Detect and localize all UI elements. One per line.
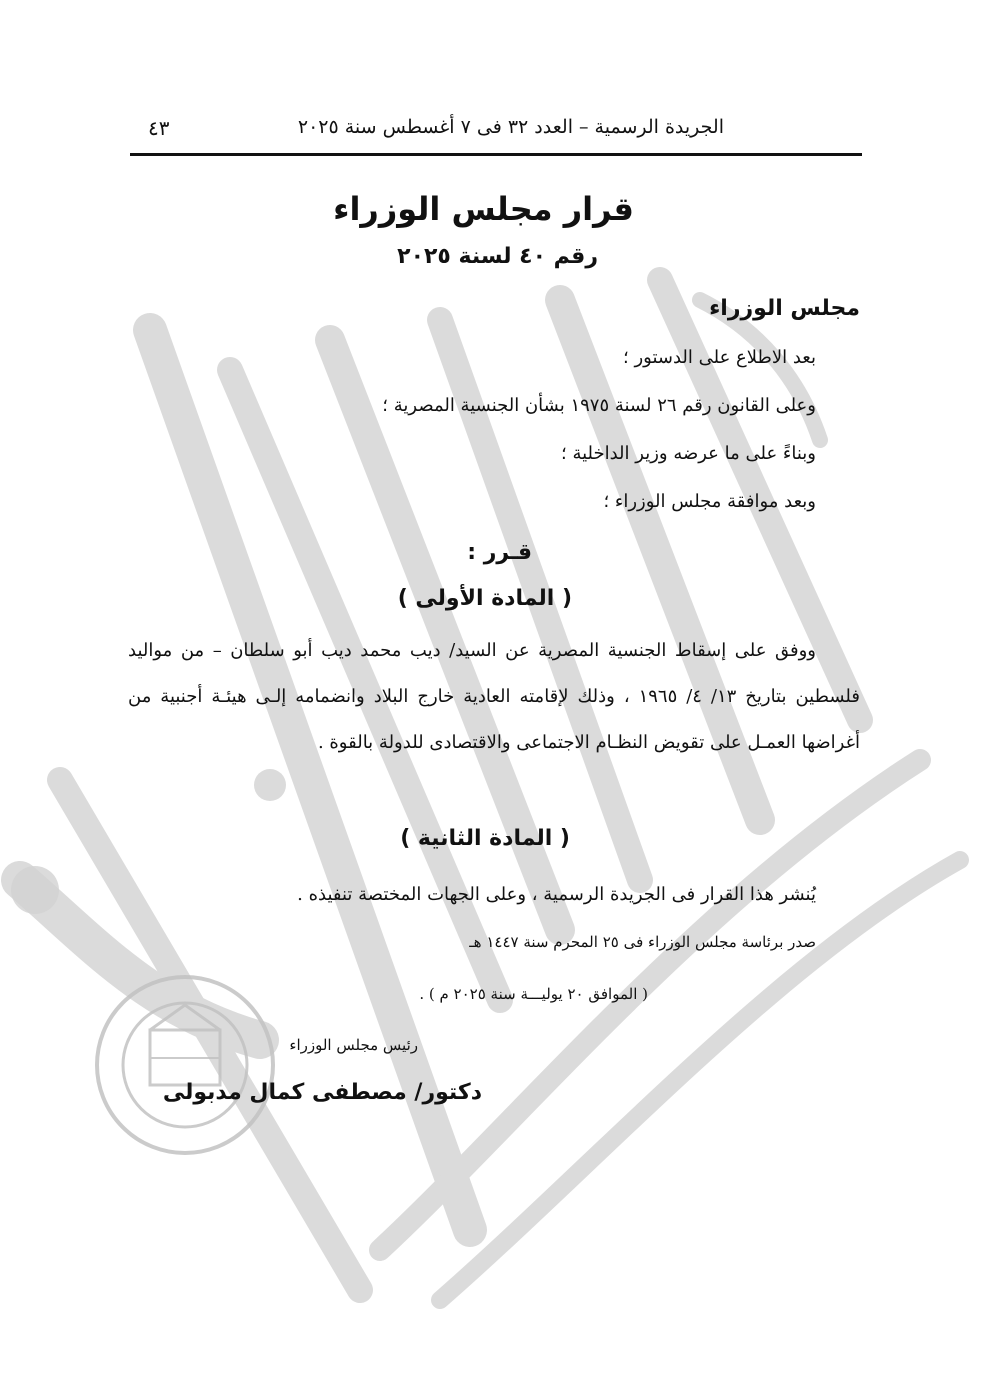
preamble-line: بعد الاطلاع على الدستور ؛ [623, 347, 816, 368]
signatory-role: رئيس مجلس الوزراء [289, 1036, 418, 1054]
issuing-authority: مجلس الوزراء [709, 296, 860, 321]
corresponding-date: ( الموافق ٢٠ يوليـــة سنة ٢٠٢٥ م ) . [419, 985, 648, 1003]
article-2-text: يُنشر هذا القرار فى الجريدة الرسمية ، وعلى الجهات المختصة تنفيذه . [297, 884, 816, 905]
issued-date: صدر برئاسة مجلس الوزراء فى ٢٥ المحرم سنة ١٤٤٧ هـ [469, 933, 816, 951]
decided-heading: قـرر : [467, 540, 532, 565]
decree-title: قرار مجلس الوزراء [333, 190, 634, 228]
preamble-line: وعلى القانون رقم ٢٦ لسنة ١٩٧٥ بشأن الجنسية المصرية ؛ [382, 395, 816, 416]
article-2-heading: ( المادة الثانية ) [400, 826, 570, 851]
header-divider [130, 153, 862, 156]
preamble-line: وبعد موافقة مجلس الوزراء ؛ [603, 491, 816, 512]
article-1-text: ووفق على إسقاط الجنسية المصرية عن السيد/ ديب محمد ديب أبو سلطان – من مواليد فلسطين بتاريخ ١٣/ ٤/ ١٩٦٥ ، وذلك لإقامته العادية خارج البلاد وانضمامه إلـى هيئـة أجنبية من أغراضها العمـل على تقويض النظـام الاجتماعى والاقتصادى للدولة بالقوة . [128, 640, 860, 753]
decree-number: رقم ٤٠ لسنة ٢٠٢٥ [397, 244, 598, 269]
gazette-header [130, 112, 862, 148]
article-1-heading: ( المادة الأولى ) [397, 586, 572, 611]
gazette-issue-title: الجريدة الرسمية – العدد ٣٢ فى ٧ أغسطس سنة ٢٠٢٥ [297, 116, 724, 138]
signatory-name: دكتور/ مصطفى كمال مدبولى [162, 1080, 482, 1105]
page-number: ٤٣ [148, 116, 170, 140]
ministry-seal-icon [97, 977, 273, 1153]
preamble-line: وبناءً على ما عرضه وزير الداخلية ؛ [561, 443, 816, 464]
